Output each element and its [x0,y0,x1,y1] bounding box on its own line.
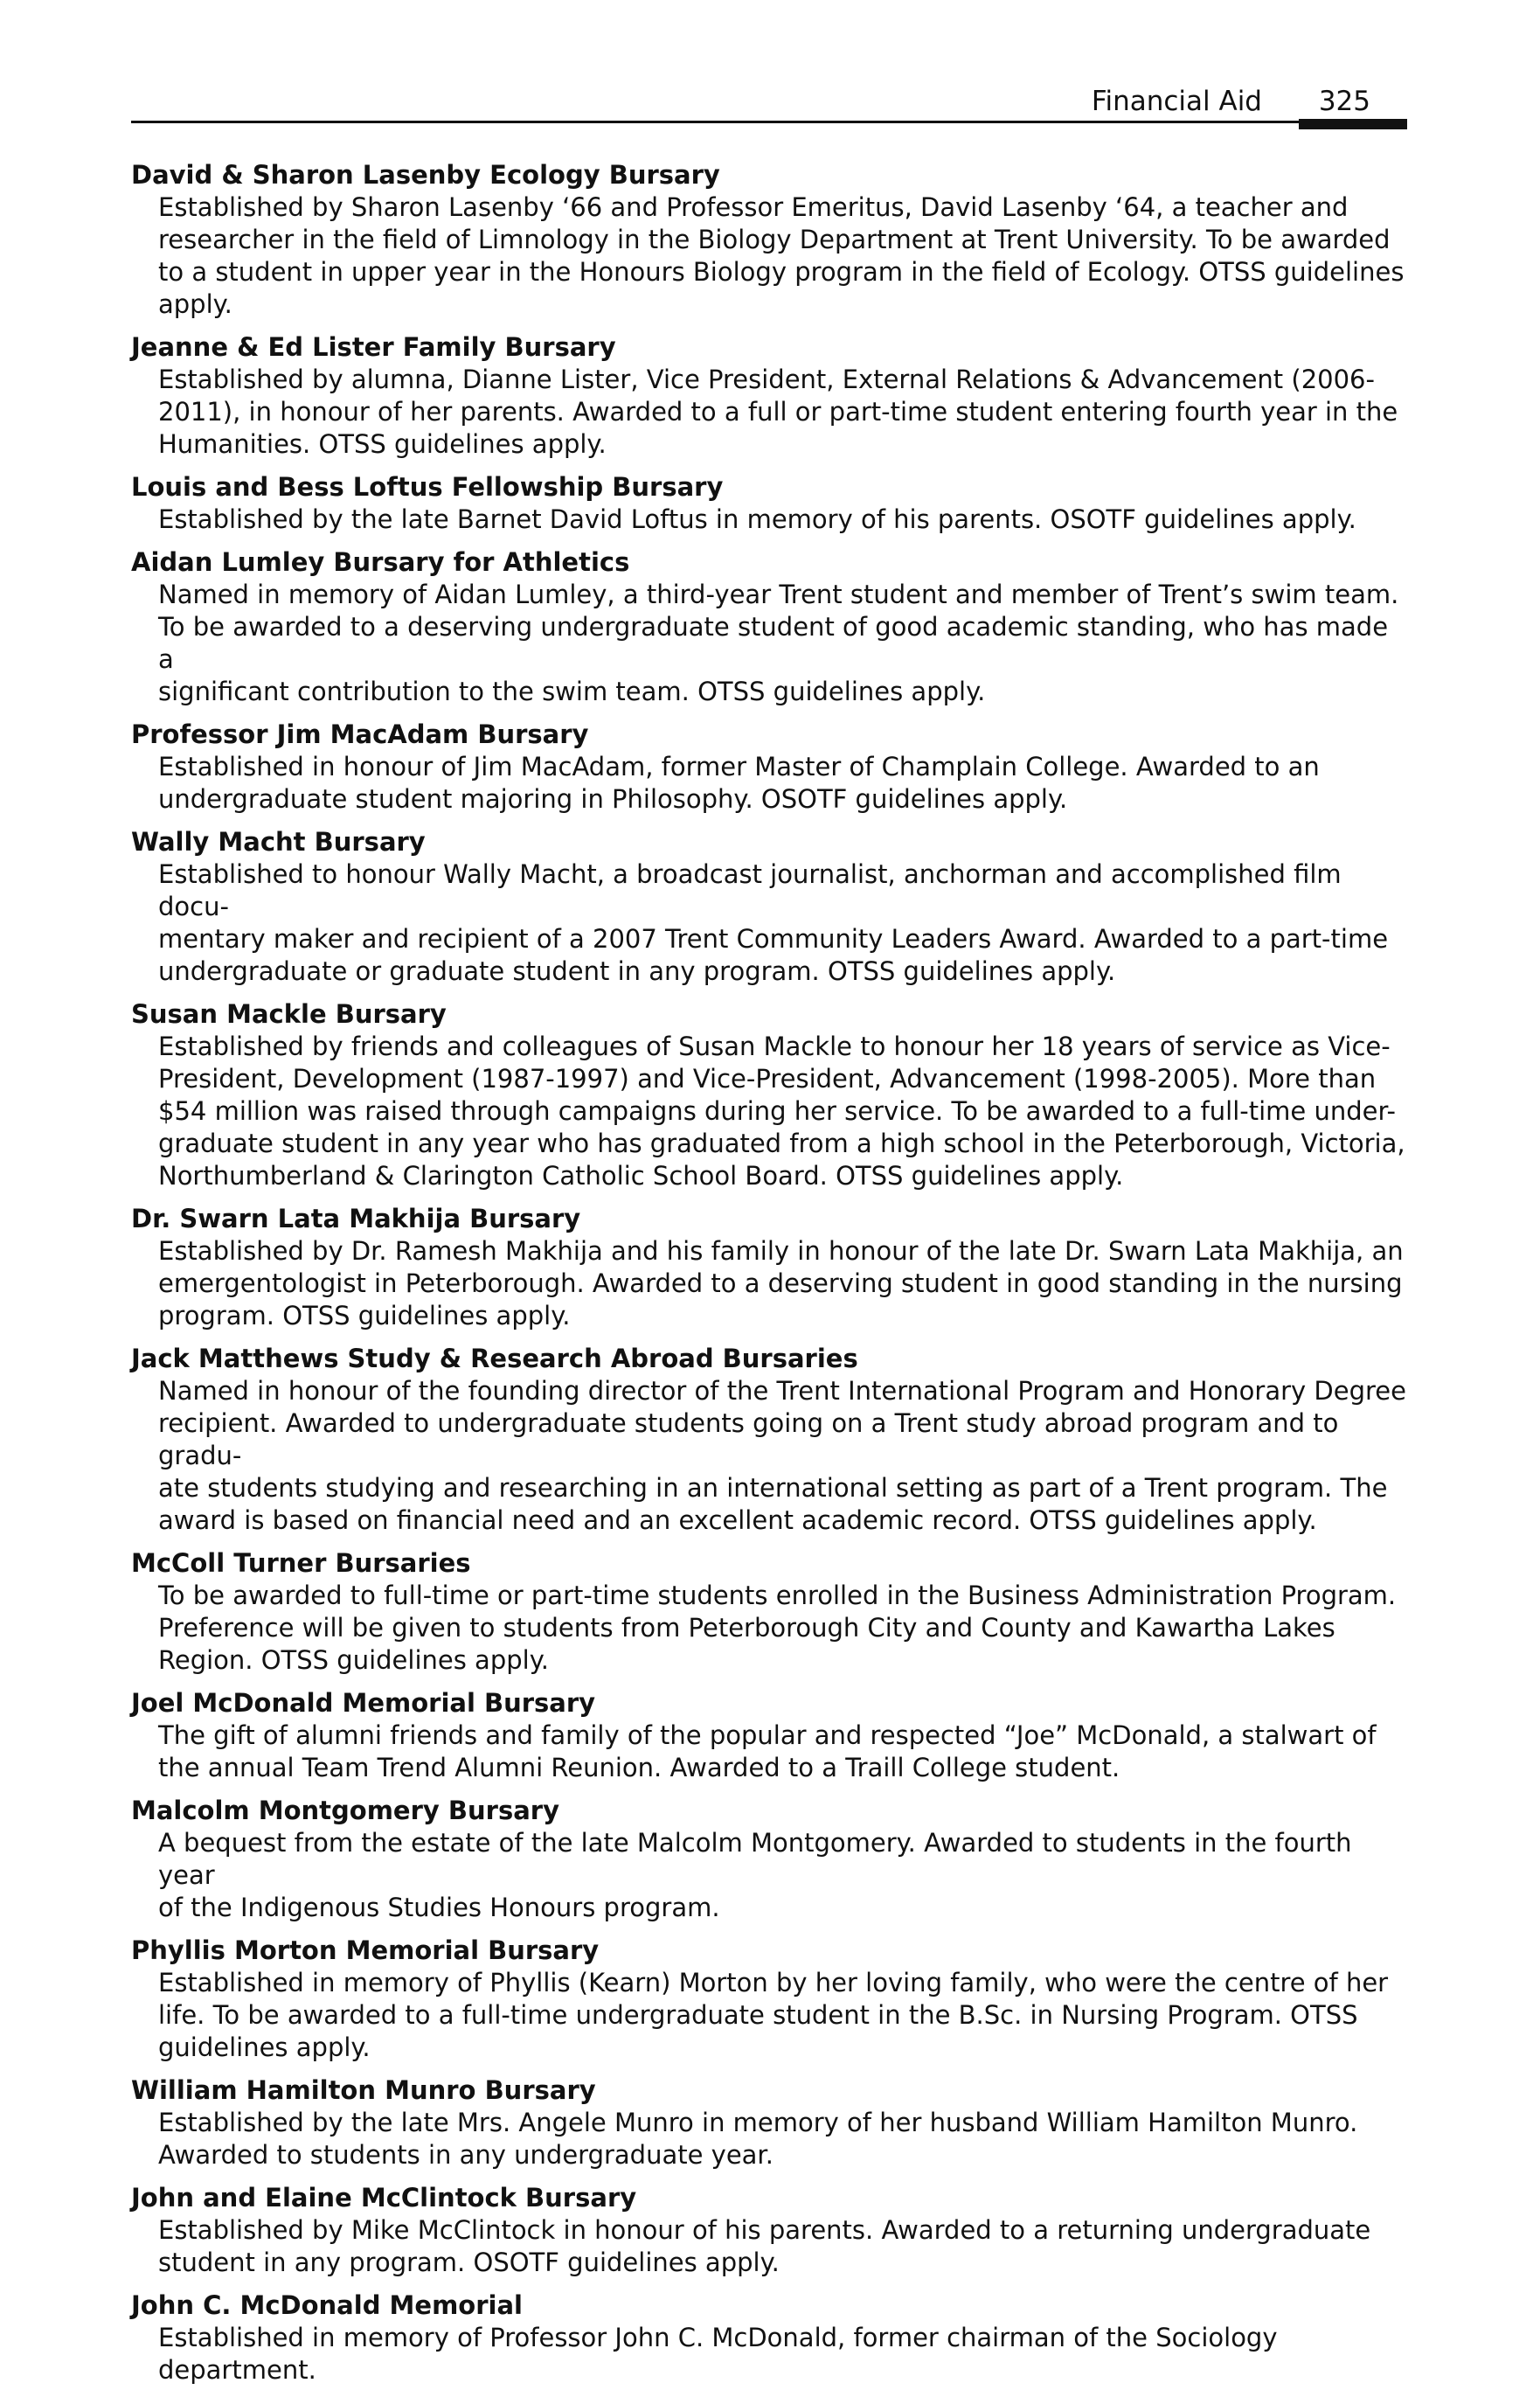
bursary-entry [131,159,1407,321]
bursary-description-line: Established in honour of Jim MacAdam, former Master of Champlain College. Awarded to an [158,752,1320,782]
bursary-description-line: ate students studying and researching in an international setting as part of a Trent program. The [158,1473,1388,1503]
bursary-description-line: Established by Dr. Ramesh Makhija and his family in honour of the late Dr. Swarn Lata Makhija, an [158,1236,1404,1266]
bursary-entry [131,1935,1407,2064]
bursary-entry [131,331,1407,461]
bursary-list [131,159,1407,2397]
bursary-entry [131,1687,1407,1784]
bursary-description-line: program. OTSS guidelines apply. [158,1301,571,1331]
bursary-entry [131,2289,1407,2387]
bursary-description-line: researcher in the field of Limnology in the Biology Department at Trent University. To be awarded [158,225,1391,254]
bursary-description-line: recipient. Awarded to undergraduate students going on a Trent study abroad program and to gradu- [158,1408,1339,1470]
bursary-description-line: The gift of alumni friends and family of the popular and respected “Joe” McDonald, a stalwart of [158,1720,1377,1750]
bursary-description-line: Established by friends and colleagues of Susan Mackle to honour her 18 years of service as Vice- [158,1032,1391,1061]
bursary-description-line: emergentologist in Peterborough. Awarded to a deserving student in good standing in the nursing [158,1268,1403,1298]
bursary-description-line: life. To be awarded to a full-time undergraduate student in the B.Sc. in Nursing Program. OTSS [158,2000,1358,2030]
bursary-description-line: student in any program. OSOTF guidelines apply. [158,2248,780,2277]
bursary-description-line: Named in honour of the founding director of the Trent International Program and Honorary Degree [158,1376,1406,1406]
bursary-description-line: undergraduate student majoring in Philosophy. OSOTF guidelines apply. [158,784,1068,814]
bursary-description-line: Established in memory of Professor John C. McDonald, former chairman of the Sociology [158,2323,1278,2352]
bursary-entry [131,826,1407,988]
bursary-name: William Hamilton Munro Bursary [131,2075,596,2105]
bursary-description-line: the annual Team Trend Alumni Reunion. Awarded to a Traill College student. [158,1753,1120,1782]
bursary-description-line: graduate student in any year who has graduated from a high school in the Peterborough, Victoria, [158,1129,1405,1158]
bursary-description-line: apply. [158,289,232,319]
bursary-description-line: To be awarded to full-time or part-time students enrolled in the Business Administration Program. [158,1581,1397,1610]
bursary-entry [131,1203,1407,1332]
bursary-description-line: Established by alumna, Dianne Lister, Vice President, External Relations & Advancement (2006- [158,365,1375,394]
bursary-name: Joel McDonald Memorial Bursary [131,1688,596,1718]
bursary-description-line: Northumberland & Clarington Catholic School Board. OTSS guidelines apply. [158,1161,1124,1191]
bursary-description-line: Established to honour Wally Macht, a broadcast journalist, anchorman and accomplished film docu- [158,859,1342,921]
section-title: Financial Aid [1091,86,1262,117]
bursary-description-line: Established by the late Mrs. Angele Munro in memory of her husband William Hamilton Munro. [158,2108,1358,2137]
bursary-description-line: To be awarded to a deserving undergraduate student of good academic standing, who has made a [158,612,1389,674]
bursary-entry [131,1795,1407,1924]
bursary-entry [131,998,1407,1192]
bursary-description-line: Preference will be given to students from Peterborough City and County and Kawartha Lakes [158,1613,1335,1643]
bursary-name: John and Elaine McClintock Bursary [131,2183,637,2213]
bursary-description-line: A bequest from the estate of the late Malcolm Montgomery. Awarded to students in the fourth year [158,1828,1352,1890]
bursary-name: Jack Matthews Study & Research Abroad Bursaries [131,1344,858,1373]
bursary-entry [131,546,1407,708]
bursary-description-line: Named in memory of Aidan Lumley, a third-year Trent student and member of Trent’s swim team. [158,580,1399,609]
bursary-description-line: Established by the late Barnet David Loftus in memory of his parents. OSOTF guidelines apply. [158,504,1356,534]
running-header [131,84,1407,135]
bursary-description-line: significant contribution to the swim team. OTSS guidelines apply. [158,677,986,706]
bursary-description-line: to a student in upper year in the Honours Biology program in the field of Ecology. OTSS guidelines [158,257,1405,287]
bursary-description-line: Awarded to students in any undergraduate year. [158,2140,773,2170]
header-rule [131,121,1407,123]
bursary-entry [131,2182,1407,2279]
bursary-name: Louis and Bess Loftus Fellowship Bursary [131,472,724,502]
bursary-description-line: 2011), in honour of her parents. Awarded to a full or part-time student entering fourth year in the [158,397,1398,427]
bursary-description-line: President, Development (1987-1997) and Vice-President, Advancement (1998-2005). More than [158,1064,1377,1094]
bursary-description-line: mentary maker and recipient of a 2007 Trent Community Leaders Award. Awarded to a part-time [158,924,1389,954]
bursary-name: Jeanne & Ed Lister Family Bursary [131,332,616,362]
bursary-name: Dr. Swarn Lata Makhija Bursary [131,1204,581,1233]
bursary-description-line: guidelines apply. [158,2032,371,2062]
bursary-description-line: department. [158,2355,316,2385]
bursary-name: Phyllis Morton Memorial Bursary [131,1935,600,1965]
bursary-name: Malcolm Montgomery Bursary [131,1796,559,1825]
bursary-entry [131,471,1407,536]
bursary-description-line: award is based on financial need and an excellent academic record. OTSS guidelines apply. [158,1505,1317,1535]
bursary-description-line: undergraduate or graduate student in any program. OTSS guidelines apply. [158,956,1116,986]
bursary-name: Professor Jim MacAdam Bursary [131,719,589,749]
bursary-entry [131,1547,1407,1677]
bursary-name: Wally Macht Bursary [131,827,426,857]
bursary-description-line: $54 million was raised through campaigns during her service. To be awarded to a full-time under- [158,1096,1397,1126]
bursary-name: Aidan Lumley Bursary for Athletics [131,547,630,577]
bursary-description-line: Established by Sharon Lasenby ‘66 and Professor Emeritus, David Lasenby ‘64, a teacher and [158,192,1349,222]
bursary-name: McColl Turner Bursaries [131,1548,471,1578]
page-number: 325 [1318,86,1370,117]
bursary-description-line: Humanities. OTSS guidelines apply. [158,429,607,459]
bursary-entry [131,1343,1407,1537]
bursary-description-line: Region. OTSS guidelines apply. [158,1645,549,1675]
bursary-name: John C. McDonald Memorial [131,2290,523,2320]
bursary-description-line: Established in memory of Phyllis (Kearn) Morton by her loving family, who were the centre of her [158,1968,1389,1998]
bursary-entry [131,719,1407,816]
bursary-name: Susan Mackle Bursary [131,999,447,1029]
bursary-entry [131,2074,1407,2171]
bursary-name: David & Sharon Lasenby Ecology Bursary [131,160,720,190]
page-tab-marker [1299,119,1407,129]
bursary-description-line: of the Indigenous Studies Honours program. [158,1893,720,1922]
bursary-description-line: Established by Mike McClintock in honour of his parents. Awarded to a returning undergraduate [158,2215,1371,2245]
